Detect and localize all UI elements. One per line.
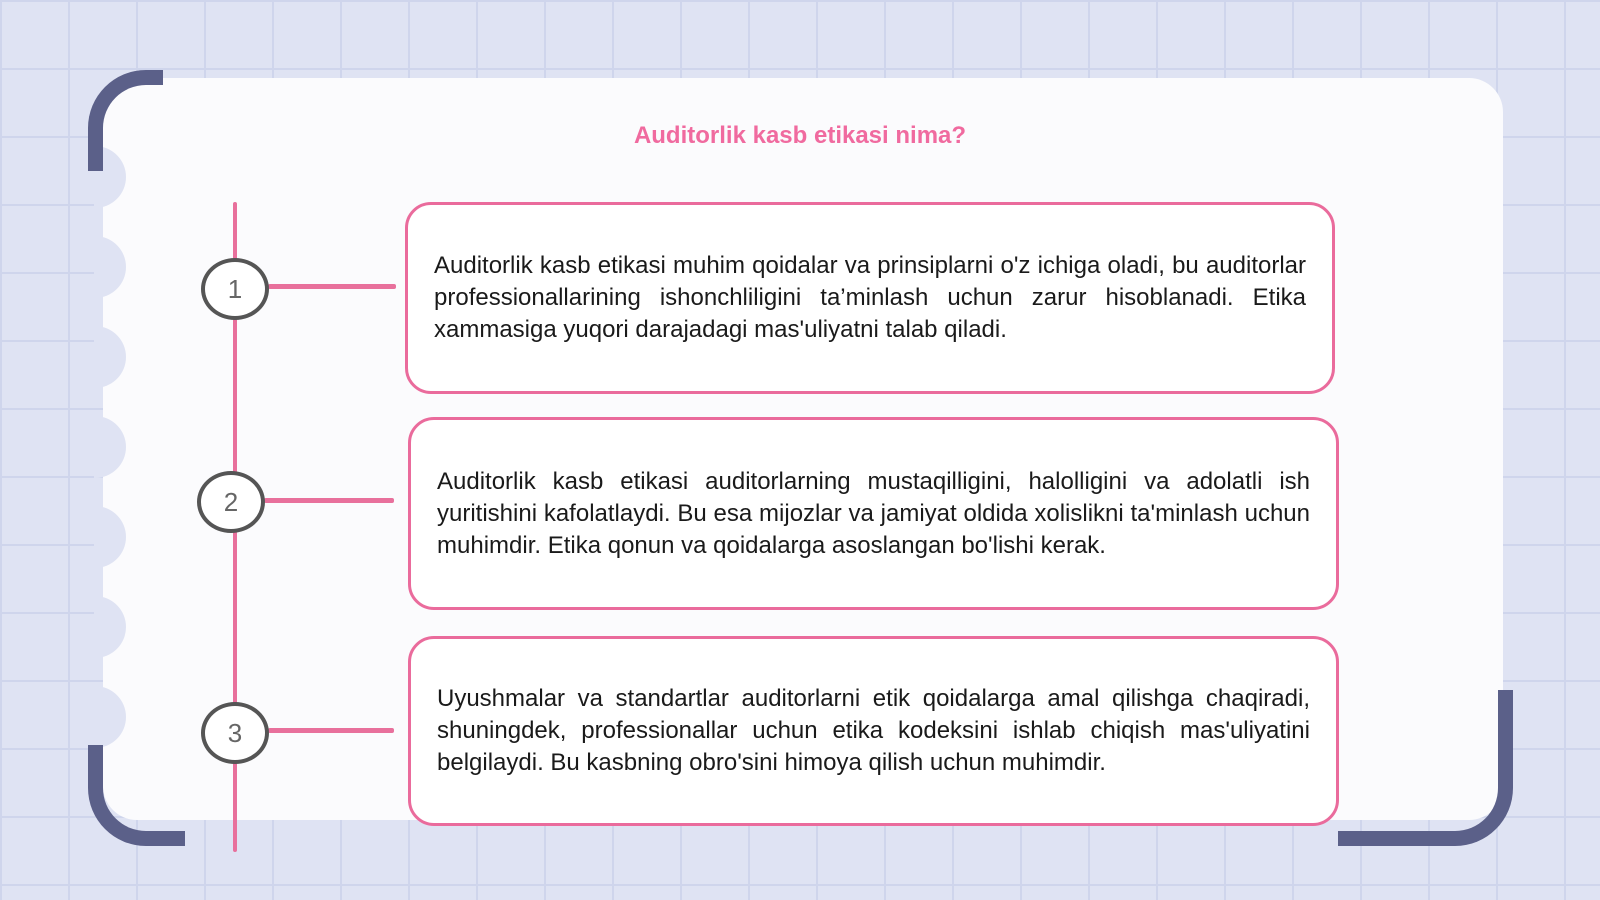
slide-title: Auditorlik kasb etikasi nima?: [633, 122, 967, 149]
step-text-1: Auditorlik kasb etikasi muhim qoidalar va prinsiplarni o'z ichiga oladi, bu auditorlar professionallarining ishonchliligini ta’minlash uchun zarur hisoblanadi. Etika xammasiga yuqori darajadagi mas'uliyatni talab qiladi.: [434, 252, 1306, 343]
frame-corner-bottom-left: [88, 745, 185, 846]
step-marker-1: 1: [201, 258, 269, 320]
step-text-3: Uyushmalar va standartlar auditorlarni etik qoidalarga amal qilishga chaqiradi, shuningdek, professionallar uchun etika kodeksini ishlab chiqish mas'uliyatini belgilaydi. Bu kasbning obro'sini himoya qilish uchun muhimdir.: [437, 685, 1310, 776]
step-card-1: [405, 202, 1335, 394]
frame-corner-top-left: [88, 70, 163, 171]
step-text-2: Auditorlik kasb etikasi auditorlarning mustaqilligini, halolligini va adolatli ish yuritishini kafolatlaydi. Bu esa mijozlar va jamiyat oldida xolislikni ta'minlash uchun muhimdir. Etika qonun va qoidalarga asoslangan bo'lishi kerak.: [437, 467, 1310, 559]
step-marker-3: 3: [201, 702, 269, 764]
frame-corner-bottom-right: [1338, 690, 1513, 846]
timeline-connector: [264, 498, 394, 503]
step-marker-2: 2: [197, 471, 265, 533]
step-card-2: [408, 417, 1339, 610]
timeline-connector: [268, 284, 396, 289]
step-card-3: [408, 636, 1339, 826]
timeline-connector: [268, 728, 394, 733]
